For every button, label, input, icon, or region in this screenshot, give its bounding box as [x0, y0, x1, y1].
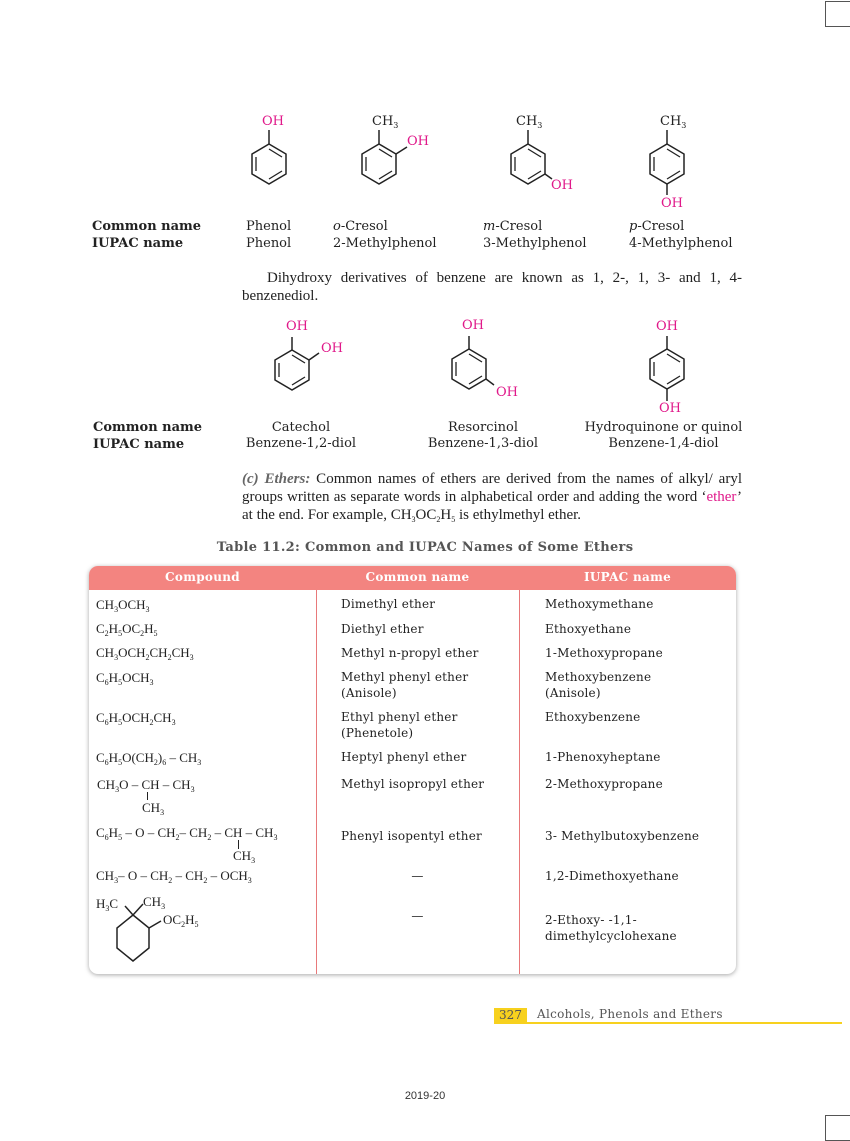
ethers-paragraph: (c) Ethers: Common names of ethers are derived from the names of alkyl/ aryl groups written as separate words in alphabetical order and adding the word ‘ether’ at the end. For example, $CH_3OC_2H_5$ is ethylmethyl ether.	[242, 471, 742, 524]
compound-formula: $CH_3O$ – CH – $CH_3$	[97, 777, 195, 794]
compound-formula: $H_3C$	[96, 896, 119, 913]
header-common-name: Common name	[365, 570, 470, 584]
iupac-name-cell: 2-Ethoxy- -1,1-dimethylcyclohexane	[545, 913, 677, 943]
iupac-name-cell: Ethoxybenzene	[545, 710, 641, 724]
compound-formula-branch: $CH_3$	[233, 848, 256, 865]
common-name-cell: Heptyl phenyl ether	[341, 750, 467, 764]
m-cresol-iupac-name: 3-Methylphenol	[483, 236, 587, 251]
iupac-name-cell: 1,2-Dimethoxyethane	[545, 869, 679, 883]
ch3-label: $CH_3$	[516, 114, 543, 130]
common-name-cell: Dimethyl ether	[341, 597, 436, 611]
compound-formula: $C_6H_5O(CH_2)_6 - CH_3$	[96, 750, 202, 767]
resorcinol-common-name: Resorcinol	[448, 420, 518, 435]
bond-line	[147, 792, 148, 800]
compound-formula: $C_2H_5OC_2H_5$	[96, 621, 158, 638]
page-number: 327	[494, 1008, 527, 1022]
column-divider	[519, 590, 520, 974]
resorcinol-iupac-name: Benzene-1,3-diol	[427, 436, 539, 451]
common-name-cell: Methyl isopropyl ether	[341, 777, 485, 791]
phenol-common-name: Phenol	[246, 219, 292, 234]
iupac-name-cell: 3- Methylbutoxybenzene	[545, 829, 700, 843]
phenol-iupac-name: Phenol	[246, 236, 292, 251]
compound-formula: $CH_3-$ O – $CH_2 - CH_2 - OCH_3$	[96, 868, 252, 885]
iupac-name-cell: 1-Phenoxyheptane	[545, 750, 661, 764]
common-name-cell: —	[411, 909, 424, 923]
compound-formula-branch: $CH_3$	[142, 800, 165, 817]
compound-formula: $C_6H_5OCH_2CH_3$	[96, 710, 176, 727]
row-label-common-name: Common name	[92, 219, 202, 234]
common-name-cell: Diethyl ether	[341, 622, 424, 636]
compound-formula: $CH_3OCH_2CH_2CH_3$	[96, 645, 194, 662]
iupac-name-cell: 1-Methoxypropane	[545, 646, 663, 660]
oh-label: OH	[659, 401, 681, 416]
common-name-cell: Methyl n-propyl ether	[341, 646, 479, 660]
common-name-cell: Methyl phenyl ether (Anisole)	[341, 670, 469, 700]
row-label-iupac-name: IUPAC name	[92, 236, 184, 251]
phenol-structure	[240, 112, 320, 192]
oh-label: OH	[407, 134, 429, 149]
common-name-cell: Ethyl phenyl ether (Phenetole)	[341, 710, 458, 740]
oh-label: OH	[661, 196, 683, 211]
common-name-cell: —	[411, 869, 424, 883]
chapter-title: Alcohols, Phenols and Ethers	[537, 1007, 723, 1021]
corner-mark-bottom	[825, 1115, 850, 1141]
o-cresol-iupac-name: 2-Methylphenol	[333, 236, 437, 251]
oh-label: OH	[321, 341, 343, 356]
p-cresol-structure	[635, 112, 715, 212]
common-name-cell: Phenyl isopentyl ether	[341, 829, 482, 843]
edition-year: 2019-20	[404, 1090, 446, 1102]
o-cresol-common-name: o-Cresol	[333, 219, 388, 234]
header-iupac-name: IUPAC name	[583, 570, 672, 584]
p-cresol-iupac-name: 4-Methylphenol	[629, 236, 733, 251]
iupac-name-cell: Methoxymethane	[545, 597, 654, 611]
hydroquinone-structure	[630, 318, 710, 418]
compound-formula: $C_6H_5OCH_3$	[96, 670, 154, 687]
row-label-common-name: Common name	[93, 420, 203, 435]
m-cresol-structure	[488, 112, 588, 197]
iupac-name-cell: Ethoxyethane	[545, 622, 632, 636]
iupac-name-cell: Methoxybenzene (Anisole)	[545, 670, 652, 700]
row-label-iupac-name: IUPAC name	[93, 437, 185, 452]
compound-formula: $CH_3OCH_3$	[96, 597, 150, 614]
corner-mark-top	[825, 1, 850, 27]
o-cresol-structure	[345, 112, 445, 192]
ethers-table	[89, 566, 736, 974]
resorcinol-structure	[433, 318, 533, 403]
oh-label: OH	[496, 385, 518, 400]
footer-rule	[494, 1022, 842, 1024]
table-title: Table 11.2: Common and IUPAC Names of Some Ethers	[216, 540, 634, 555]
dihydroxy-paragraph: Dihydroxy derivatives of benzene are known as 1, 2-, 1, 3- and 1, 4-benzenediol.	[242, 270, 742, 304]
hydroquinone-common-name: Hydroquinone or quinol	[584, 420, 743, 435]
catechol-structure	[255, 318, 355, 398]
catechol-common-name: Catechol	[271, 420, 331, 435]
oh-label: OH	[551, 178, 573, 193]
compound-formula: $CH_3$	[143, 894, 166, 911]
p-cresol-common-name: p-Cresol	[629, 219, 685, 234]
compound-formula: $OC_2H_5$	[163, 912, 199, 929]
ch3-label: $CH_3$	[660, 114, 687, 130]
oh-label: OH	[286, 319, 308, 334]
iupac-name-cell: 2-Methoxypropane	[545, 777, 663, 791]
oh-label: OH	[462, 318, 484, 333]
hydroquinone-iupac-name: Benzene-1,4-diol	[608, 436, 719, 451]
oh-label: OH	[262, 114, 284, 129]
m-cresol-common-name: m-Cresol	[483, 219, 543, 234]
oh-label: OH	[656, 319, 678, 334]
table-header	[89, 566, 736, 590]
compound-formula: $C_6H_5$ – O – $CH_2-$ $CH_2$ – CH – $CH_3$	[96, 825, 278, 842]
header-compound: Compound	[165, 570, 240, 584]
ch3-label: $CH_3$	[372, 114, 399, 130]
catechol-iupac-name: Benzene-1,2-diol	[245, 436, 357, 451]
